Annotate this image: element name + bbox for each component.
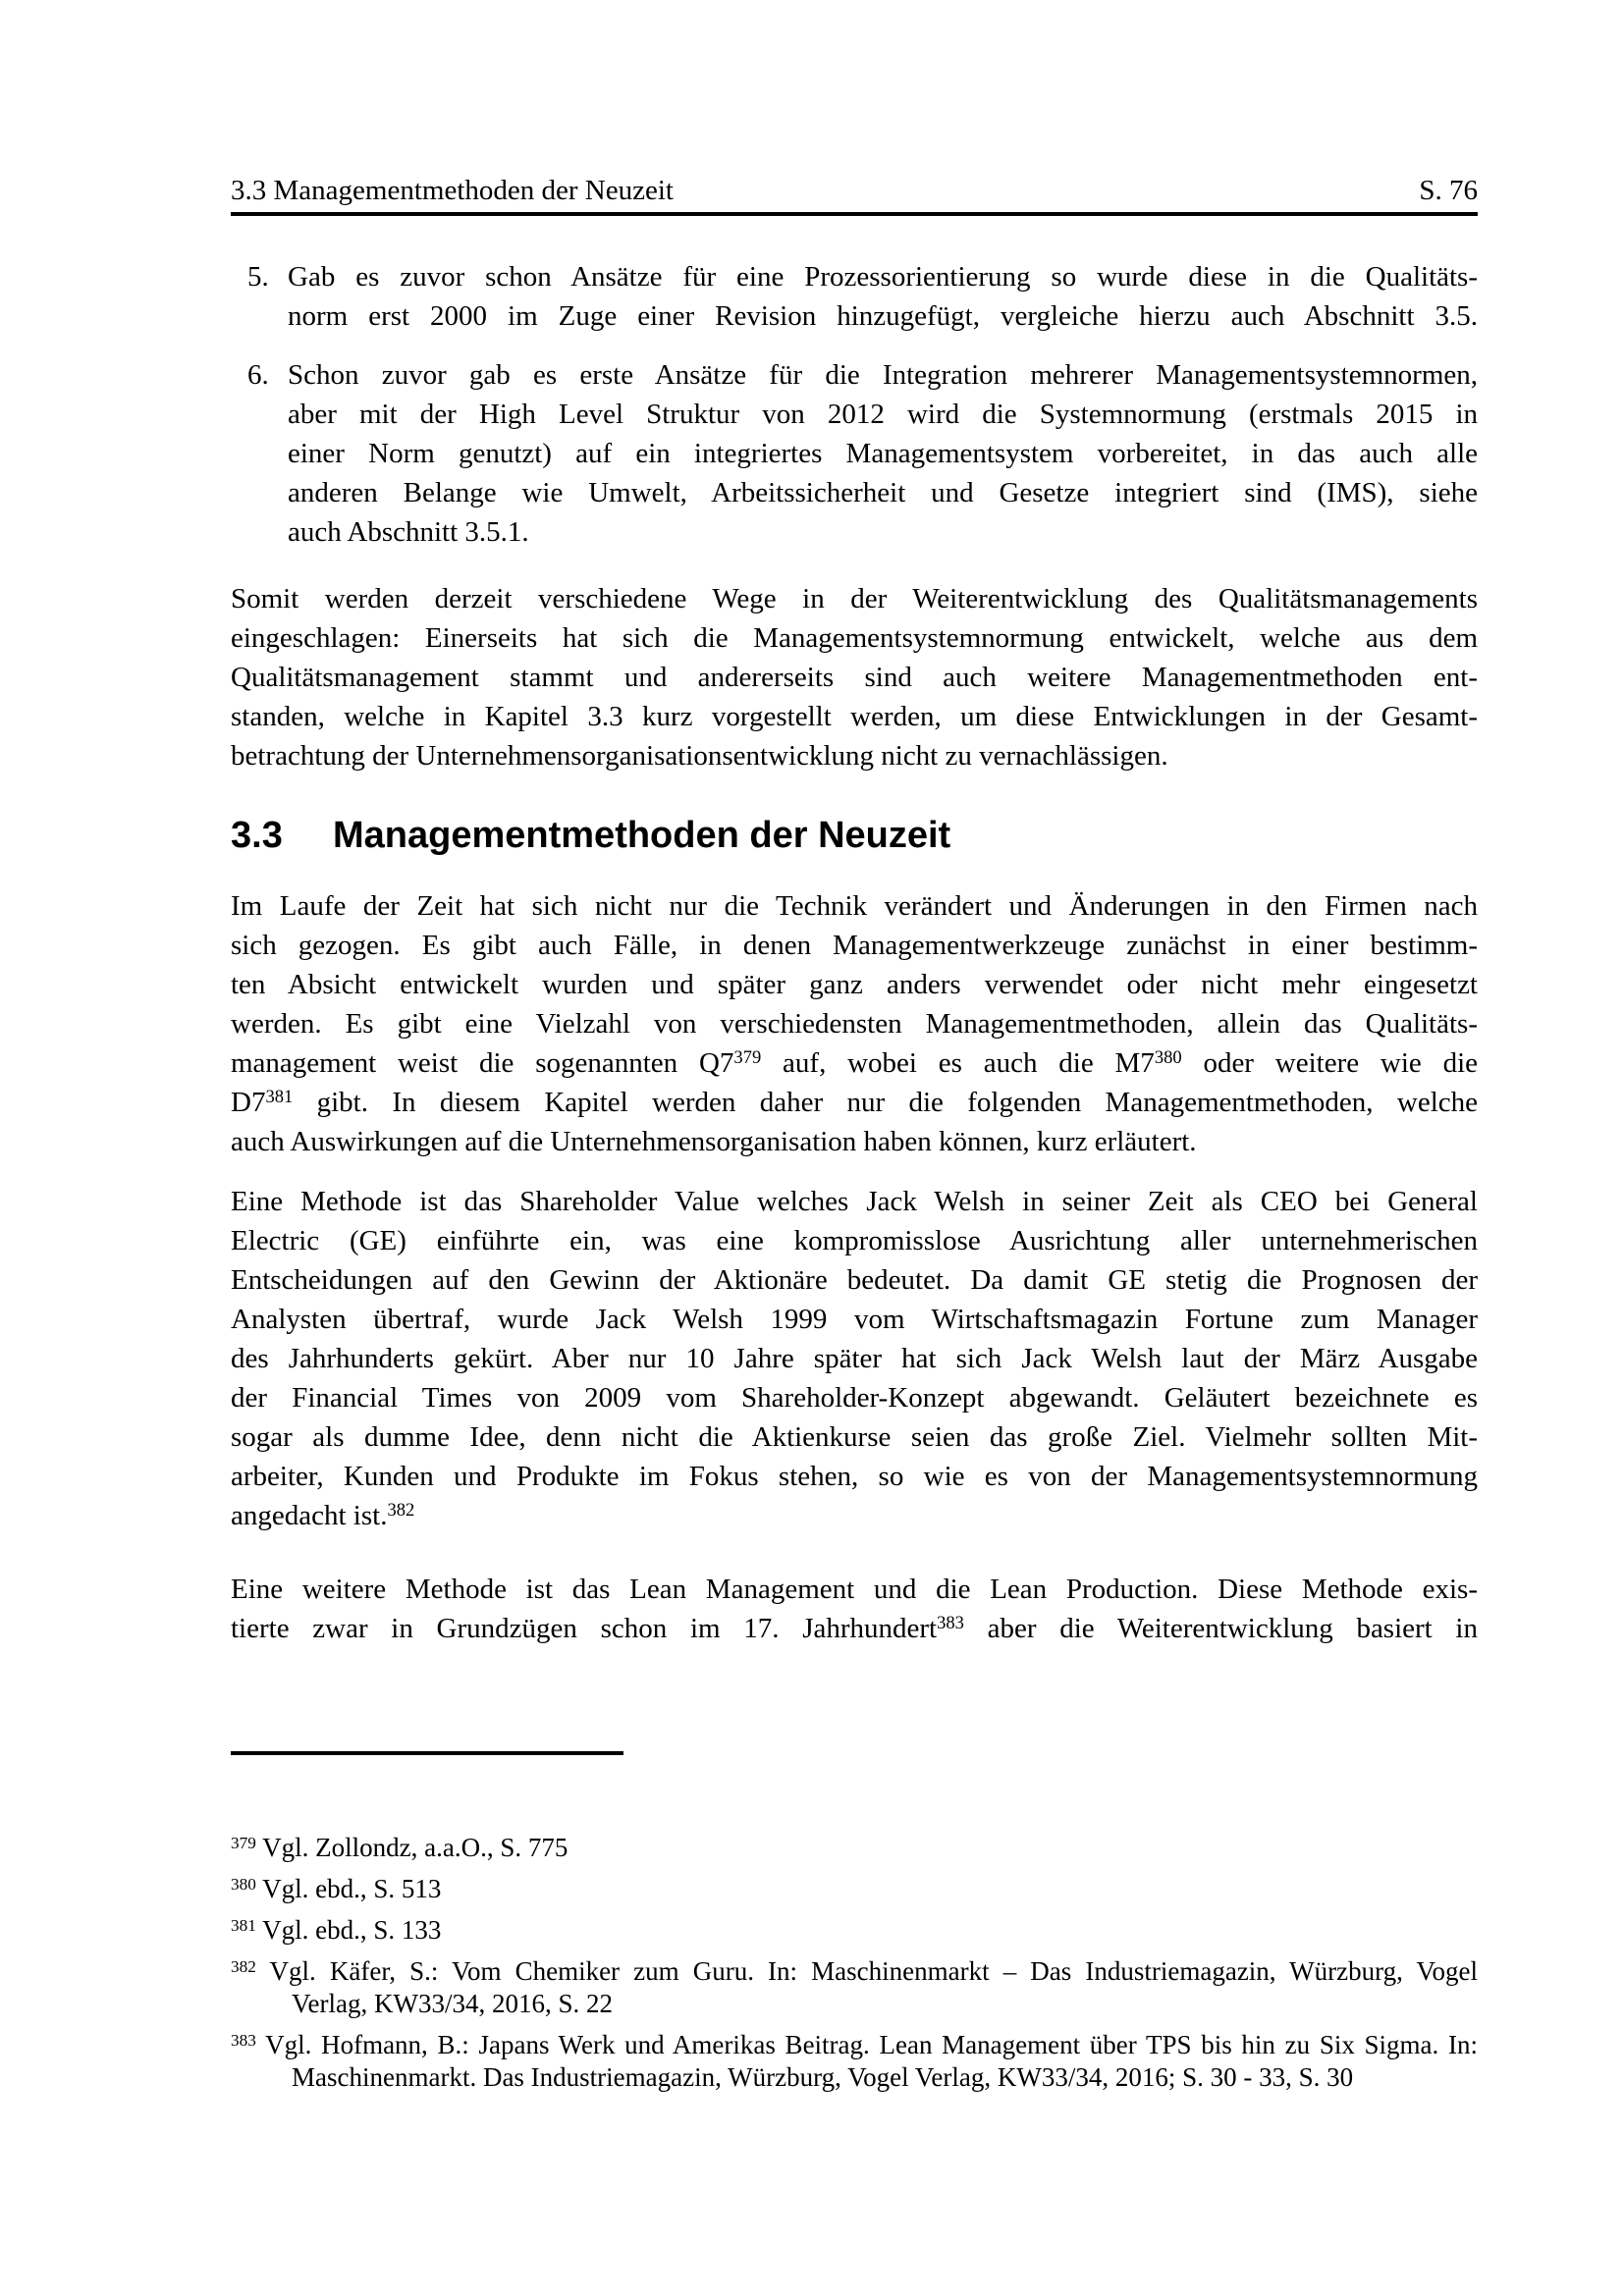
- text-line: des Jahrhunderts gekürt. Aber nur 10 Jahre später hat sich Jack Welsh laut der März Ausgabe: [231, 1343, 1478, 1374]
- footnote-marker: 379: [733, 1047, 762, 1069]
- paragraph-intro: [231, 579, 1478, 775]
- text-line: management weist die sogenannten $Q7^{379}$ auf, wobei es auch die $M7^{380}$ oder weitere wie die: [231, 1047, 1478, 1079]
- text-line: angedacht ist.$^{382}$: [231, 1500, 415, 1531]
- text-line: Analysten übertraf, wurde Jack Welsh 1999 vom Wirtschaftsmagazin Fortune zum Manager: [231, 1304, 1478, 1335]
- footnote-381: [231, 1914, 1478, 1947]
- text-line: auch Auswirkungen auf die Unternehmensorganisation haben können, kurz erläutert.: [231, 1126, 1197, 1157]
- text-line: $D7^{381}$ gibt. In diesem Kapitel werden daher nur die folgenden Managementmethoden, welche: [231, 1087, 1478, 1118]
- text-line: Somit werden derzeit verschiedene Wege in der Weiterentwicklung des Qualitätsmanagements: [231, 583, 1478, 614]
- footnote-marker: 379: [231, 1833, 256, 1852]
- footnote-383: [231, 2029, 1478, 2094]
- text-line: Schon zuvor gab es erste Ansätze für die Integration mehrerer Managementsystemnormen,: [288, 359, 1478, 391]
- list-item-number: 5.: [247, 261, 269, 293]
- list-item-text: [288, 355, 1478, 552]
- list-item-number: 6.: [247, 359, 269, 391]
- text-line: Maschinenmarkt. Das Industriemagazin, Würzburg, Vogel Verlag, KW33/34, 2016; S. 30 - 33, S. 30: [292, 2062, 1354, 2092]
- text-line: einer Norm genutzt) auf ein integriertes Managementsystem vorbereitet, in das auch alle: [288, 438, 1478, 469]
- text-line: aber mit der High Level Struktur von 2012 wird die Systemnormung (erstmals 2015 in: [288, 399, 1478, 430]
- footnotes-section: [231, 1832, 1478, 2094]
- text-line: sich gezogen. Es gibt auch Fälle, in denen Managementwerkzeuge zunächst in einer bestimm-: [231, 930, 1478, 961]
- footnote-marker: 382: [231, 1956, 256, 1976]
- footnote-382: [231, 1955, 1478, 2020]
- text-line: $^{380}$ Vgl. ebd., S. 513: [231, 1874, 442, 1903]
- section-heading: [231, 813, 1478, 858]
- footnote-380: [231, 1873, 1478, 1905]
- footnote-marker: 380: [231, 1874, 256, 1894]
- paragraph-shareholder-value: [231, 1182, 1478, 1535]
- text-line: norm erst 2000 im Zuge einer Revision hinzugefügt, vergleiche hierzu auch Abschnitt 3.5.: [288, 300, 1478, 332]
- running-header: [231, 175, 1478, 216]
- text-line: der Financial Times von 2009 vom Shareholder-Konzept abgewandt. Geläutert bezeichnete es: [231, 1382, 1478, 1414]
- text-line: sogar als dumme Idee, denn nicht die Aktienkurse seien das große Ziel. Vielmehr sollten Mit-: [231, 1421, 1478, 1453]
- text-line: $^{379}$ Vgl. Zollondz, a.a.O., S. 775: [231, 1833, 568, 1862]
- footnote-379: [231, 1832, 1478, 1864]
- text-line: Electric (GE) einführte ein, was eine kompromisslose Ausrichtung aller unternehmerischen: [231, 1225, 1478, 1256]
- text-line: Gab es zuvor schon Ansätze für eine Prozessorientierung so wurde diese in die Qualitäts-: [288, 261, 1478, 293]
- text-line: betrachtung der Unternehmensorganisationsentwicklung nicht zu vernachlässigen.: [231, 740, 1168, 772]
- footnote-marker: 381: [231, 1915, 256, 1935]
- footnote-separator-rule: [231, 1751, 623, 1755]
- text-line: Entscheidungen auf den Gewinn der Aktionäre bedeutet. Da damit GE stetig die Prognosen der: [231, 1264, 1478, 1296]
- footnote-marker: 383: [231, 2030, 256, 2050]
- text-line: arbeiter, Kunden und Produkte im Fokus stehen, so wie es von der Managementsystemnormung: [231, 1461, 1478, 1492]
- section-title: Managementmethoden der Neuzeit: [333, 815, 951, 856]
- numbered-list: [231, 257, 1478, 552]
- footnote-marker: 380: [1154, 1047, 1182, 1069]
- footnote-marker: 381: [265, 1087, 294, 1108]
- paragraph-im-laufe: [231, 886, 1478, 1161]
- text-line: $^{383}$ Vgl. Hofmann, B.: Japans Werk und Amerikas Beitrag. Lean Management über TPS bis hin zu Six Sigma. In:: [231, 2030, 1478, 2059]
- text-line: $^{382}$ Vgl. Käfer, S.: Vom Chemiker zum Guru. In: Maschinenmarkt – Das Industriemagazin, Würzburg, Vogel: [231, 1956, 1478, 1986]
- text-line: tierte zwar in Grundzügen schon im 17. Jahrhundert$^{383}$ aber die Weiterentwicklung basiert in: [231, 1613, 1478, 1644]
- text-line: $^{381}$ Vgl. ebd., S. 133: [231, 1915, 442, 1945]
- footnote-marker: 383: [937, 1613, 964, 1634]
- page-content: [231, 175, 1478, 2103]
- text-line: eingeschlagen: Einerseits hat sich die Managementsystemnormung entwickelt, welche aus dem: [231, 622, 1478, 654]
- text-line: anderen Belange wie Umwelt, Arbeitssicherheit und Gesetze integriert sind (IMS), siehe: [288, 477, 1478, 508]
- footnote-marker: 382: [387, 1500, 415, 1522]
- text-line: standen, welche in Kapitel 3.3 kurz vorgestellt werden, um diese Entwicklungen in der Gesamt-: [231, 701, 1478, 732]
- list-item-text: [288, 257, 1478, 336]
- list-item-6: [231, 355, 1478, 552]
- paragraph-lean-management: [231, 1570, 1478, 1648]
- text-line: auch Abschnitt 3.5.1.: [288, 516, 529, 548]
- running-header-title: 3.3 Managementmethoden der Neuzeit: [231, 175, 674, 206]
- text-line: Eine Methode ist das Shareholder Value welches Jack Welsh in seiner Zeit als CEO bei General: [231, 1186, 1478, 1217]
- text-line: Qualitätsmanagement stammt und andererseits sind auch weitere Managementmethoden ent-: [231, 662, 1478, 693]
- text-line: Im Laufe der Zeit hat sich nicht nur die Technik verändert und Änderungen in den Firmen nach: [231, 890, 1478, 922]
- text-line: ten Absicht entwickelt wurden und später ganz anders verwendet oder nicht mehr eingesetzt: [231, 969, 1478, 1000]
- text-line: werden. Es gibt eine Vielzahl von verschiedensten Managementmethoden, allein das Qualitäts-: [231, 1008, 1478, 1040]
- text-line: Verlag, KW33/34, 2016, S. 22: [292, 1989, 613, 2018]
- list-item-5: [231, 257, 1478, 336]
- text-line: Eine weitere Methode ist das Lean Management und die Lean Production. Diese Methode exis-: [231, 1574, 1478, 1605]
- page-number: S. 76: [1419, 175, 1478, 206]
- section-number: 3.3: [231, 815, 283, 856]
